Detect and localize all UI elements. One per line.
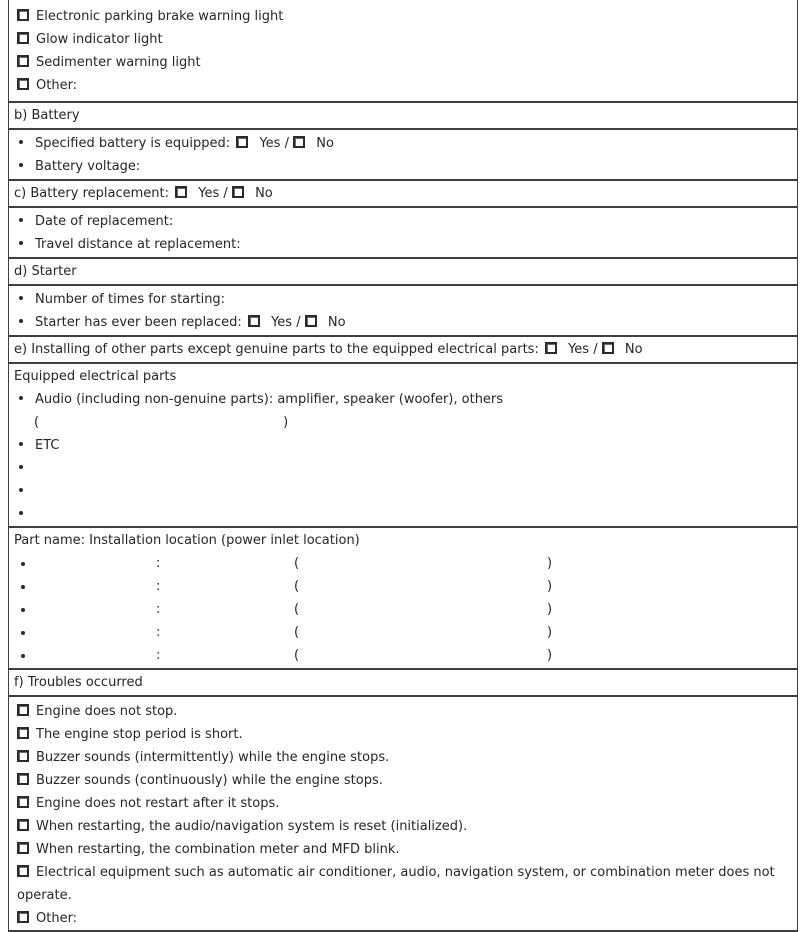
checkbox[interactable]: [248, 315, 260, 327]
yes-label: Yes: [266, 315, 293, 330]
checkbox[interactable]: [236, 136, 248, 148]
checkbox[interactable]: [17, 55, 29, 67]
bullet-icon: [19, 319, 23, 323]
bullet-icon: [19, 296, 23, 300]
row-troubles: [9, 697, 797, 932]
open-paren: (: [294, 602, 300, 617]
checkbox[interactable]: [17, 750, 29, 762]
yes-no-separator: /: [280, 136, 294, 151]
checkbox[interactable]: [602, 342, 614, 354]
close-paren: ): [547, 648, 553, 663]
bullet-icon: [19, 241, 23, 245]
bullet-icon: [19, 218, 23, 222]
checkbox[interactable]: [17, 9, 29, 21]
bullet-icon: [19, 465, 23, 469]
checkbox[interactable]: [175, 186, 187, 198]
checkbox-item-label: Glow indicator light: [36, 32, 163, 47]
row-replacement-details: [9, 208, 797, 259]
bullet-icon: [21, 631, 25, 635]
equipped-parts-title: Equipped electrical parts: [14, 369, 177, 384]
checkbox[interactable]: [17, 78, 29, 90]
part-name-title: Part name: Installation location (power inlet location): [14, 533, 360, 548]
checkbox-item: [17, 28, 791, 51]
open-paren: (: [294, 579, 300, 594]
checkbox-item: [17, 769, 791, 792]
close-paren: ): [547, 556, 553, 571]
checkbox[interactable]: [17, 819, 29, 831]
close-paren: ): [547, 625, 553, 640]
open-paren: (: [294, 556, 300, 571]
bullet-icon: [19, 442, 23, 446]
empty-bullet-item: [9, 503, 793, 526]
bullet-item-label: Audio (including non-genuine parts): amplifier, speaker (woofer), others: [35, 392, 504, 407]
checkbox[interactable]: [17, 32, 29, 44]
checkbox[interactable]: [17, 842, 29, 854]
bullet-icon: [19, 511, 23, 515]
checkbox-item: [17, 5, 791, 28]
checkbox-item: [17, 861, 791, 907]
section-header-label: e) Installing of other parts except genuine parts to the equipped electrical parts:: [14, 342, 543, 357]
row-part-name-table: [9, 528, 797, 670]
checkbox-item-label: Electrical equipment such as automatic air conditioner, audio, navigation system, or combination meter does not operate.: [17, 865, 775, 903]
row-starter-details: [9, 286, 797, 337]
bullet-item: [19, 155, 793, 178]
section-header-label: c) Battery replacement:: [14, 186, 174, 201]
row-battery-details: [9, 130, 797, 181]
checkbox-item-label: Buzzer sounds (continuously) while the engine stops.: [36, 773, 383, 788]
bullet-icon: [19, 140, 23, 144]
checkbox-item: [17, 907, 791, 930]
no-label: No: [323, 315, 346, 330]
row-section-f-troubles: [9, 670, 797, 697]
bullet-item: [19, 210, 793, 233]
close-paren: ): [547, 579, 553, 594]
part-name-colon: :: [156, 602, 161, 617]
checkbox-item: [17, 792, 791, 815]
bullet-item: [9, 388, 793, 411]
bullet-item: [19, 288, 793, 311]
section-header-label: d) Starter: [14, 264, 77, 279]
bullet-item-label: Travel distance at replacement:: [35, 237, 241, 252]
part-name-blank-row: [9, 598, 793, 621]
open-paren: (: [294, 648, 300, 663]
no-label: No: [312, 136, 334, 151]
part-name-colon: :: [156, 556, 161, 571]
checkbox-item: [17, 51, 791, 74]
yes-label: Yes: [563, 342, 590, 357]
part-name-blank-row: [9, 621, 793, 644]
bullet-icon: [19, 396, 23, 400]
bullet-icon: [21, 585, 25, 589]
checkbox[interactable]: [305, 315, 317, 327]
section-header-label: f) Troubles occurred: [14, 675, 143, 690]
close-paren: ): [283, 415, 289, 430]
checkbox-item: [17, 838, 791, 861]
diagnostic-form-table: [8, 0, 798, 932]
bullet-icon: [19, 488, 23, 492]
checkbox[interactable]: [17, 911, 29, 923]
row-section-c-battery-replacement: [9, 181, 797, 208]
bullet-item-label: Specified battery is equipped:: [35, 136, 235, 151]
empty-bullet-item: [9, 480, 793, 503]
checkbox[interactable]: [293, 136, 305, 148]
checkbox-item: [17, 746, 791, 769]
row-warning-lights: [9, 0, 797, 103]
bullet-item: [19, 311, 793, 334]
bullet-item-label: ETC: [35, 438, 60, 453]
no-label: No: [250, 186, 273, 201]
bullet-item-label: Battery voltage:: [35, 159, 141, 174]
checkbox[interactable]: [17, 796, 29, 808]
bullet-icon: [21, 562, 25, 566]
bullet-icon: [21, 608, 25, 612]
checkbox-item-label: Engine does not stop.: [36, 704, 178, 719]
row-section-e-installing: [9, 337, 797, 364]
checkbox-item-label: Electronic parking brake warning light: [36, 9, 284, 24]
empty-bullet-item: [9, 457, 793, 480]
bullet-icon: [21, 654, 25, 658]
bullet-icon: [19, 163, 23, 167]
bullet-item: [19, 132, 793, 155]
yes-label: Yes: [194, 186, 220, 201]
row-equipped-electrical-parts: [9, 364, 797, 528]
part-name-blank-row: [9, 644, 793, 667]
row-section-b-battery: [9, 103, 797, 130]
yes-no-separator: /: [589, 342, 602, 357]
checkbox-item-label: Other:: [36, 911, 78, 926]
bullet-item: [19, 233, 793, 256]
checkbox-item-label: Sedimenter warning light: [36, 55, 201, 70]
row-section-d-starter: [9, 259, 797, 286]
checkbox[interactable]: [17, 865, 29, 877]
checkbox-item-label: Buzzer sounds (intermittently) while the engine stops.: [36, 750, 390, 765]
part-name-blank-row: [9, 575, 793, 598]
part-name-colon: :: [156, 579, 161, 594]
close-paren: ): [547, 602, 553, 617]
checkbox[interactable]: [17, 704, 29, 716]
checkbox[interactable]: [17, 773, 29, 785]
checkbox-item-label: When restarting, the audio/navigation system is reset (initialized).: [36, 819, 468, 834]
bullet-item-label: Number of times for starting:: [35, 292, 226, 307]
bullet-item: [9, 434, 793, 457]
bullet-item-label: Date of replacement:: [35, 214, 174, 229]
checkbox-item: [17, 723, 791, 746]
checkbox-item: [17, 815, 791, 838]
part-name-blank-row: [9, 552, 793, 575]
yes-label: Yes: [255, 136, 281, 151]
part-name-colon: :: [156, 625, 161, 640]
checkbox-item-label: When restarting, the combination meter and MFD blink.: [36, 842, 400, 857]
checkbox-item: [17, 700, 791, 723]
yes-no-separator: /: [219, 186, 232, 201]
no-label: No: [620, 342, 643, 357]
bullet-item-label: Starter has ever been replaced:: [35, 315, 246, 330]
fill-in-parens: [9, 411, 793, 434]
checkbox[interactable]: [545, 342, 557, 354]
open-paren: (: [34, 415, 40, 430]
checkbox-item-label: Other:: [36, 78, 78, 93]
open-paren: (: [294, 625, 300, 640]
checkbox-item-label: The engine stop period is short.: [36, 727, 243, 742]
section-header-label: b) Battery: [14, 108, 80, 123]
checkbox-item: [17, 74, 791, 97]
part-name-colon: :: [156, 648, 161, 663]
checkbox-item-label: Engine does not restart after it stops.: [36, 796, 280, 811]
yes-no-separator: /: [292, 315, 305, 330]
checkbox[interactable]: [17, 727, 29, 739]
checkbox[interactable]: [232, 186, 244, 198]
